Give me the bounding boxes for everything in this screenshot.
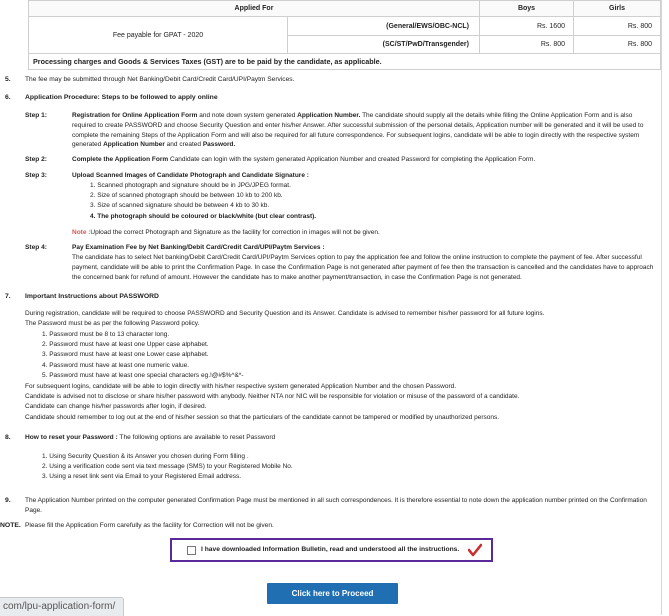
list-item: 2. Using a verification code sent via text message (SMS) to your Registered Mobile No. (42, 463, 293, 471)
step-4-text: The candidate has to select Net banking/Debit Card/Credit Card/UPI/Paytm Services option to pay the application fee and follow the online instruction to complete the payment of fee. After successful payment, candidate will be able to print the Confirmation Page. In case the Confirmation Page is not generated after payment of fee then the transaction is cancelled and the candidates have to approach the concerned bank for refund of amount. However the candidate has to make another payment/transaction, in case the Confirmation Page is not generated. (72, 254, 654, 281)
section-6-number: 6. (5, 94, 11, 101)
note-text: Please fill the Application Form carefully as the facility for Correction will not be given. (25, 522, 274, 529)
fee-table (28, 0, 661, 70)
list-item: 3. Password must have at least one Lower case alphabet. (42, 351, 209, 359)
step-1-label: Step 1: (25, 112, 47, 119)
check-mark-icon (468, 543, 482, 557)
fee-general-boys: Rs. 1600 (480, 17, 574, 36)
step-3-note: Note :Upload the correct Photograph and Signature as the facility for correction in images will not be given. (72, 229, 380, 236)
password-intro: During registration, candidate will be required to choose PASSWORD and Security Question and its Answer. Candidate is advised to remember his/her password for all future logins. (25, 310, 545, 317)
header-applied-for: Applied For (29, 1, 480, 17)
password-after: For subsequent logins, candidate will be able to login directly with his/her respective system generated Application Number and the chosen Password. Candidate is advised not to disclose or share his/her password with anybody. Neither NTA nor NIC will be responsible for violation or misuse of the password of a candidate. Candidate can change his/her passwords after login, if desired. Candidate should remember to log out at the end of his/her session so that the particulars of the candidate cannot be tampered or modified by unauthorized persons. (25, 383, 520, 421)
section-6-title: Application Procedure: Steps to be followed to apply online (25, 94, 218, 101)
list-item: 2. Size of scanned photograph should be between 10 kb to 200 kb. (90, 192, 283, 200)
step-2-label: Step 2: (25, 156, 47, 163)
url-tooltip: com/lpu-application-form/ (0, 597, 124, 616)
list-item: 1. Scanned photograph and signature should be in JPG/JPEG format. (90, 182, 291, 189)
fee-sc-st-girls: Rs. 800 (574, 36, 661, 54)
list-item: 3. Size of scanned signature should be between 4 kb to 30 kb. (90, 202, 270, 210)
category-general: (General/EWS/OBC-NCL) (288, 17, 480, 36)
section-9-number: 9. (5, 497, 11, 504)
note-label: Note : (72, 229, 91, 236)
section-8-number: 8. (5, 434, 11, 441)
step-1-title: Registration for Online Application Form (72, 112, 198, 119)
list-item: 1. Password must be 8 to 13 character long. (42, 331, 170, 338)
declaration-text: I have downloaded Information Bulletin, read and understood all the instructions. (201, 546, 460, 553)
category-sc-st: (SC/ST/PwD/Transgender) (288, 36, 480, 54)
header-girls: Girls (574, 1, 661, 17)
note-heading: NOTE. (0, 522, 21, 529)
step-3-label: Step 3: (25, 172, 47, 179)
step-4-title: Pay Examination Fee by Net Banking/Debit Card/Credit Card/UPI/Paytm Services : (72, 244, 325, 251)
section-7-title: Important Instructions about PASSWORD (25, 293, 159, 300)
fee-sc-st-boys: Rs. 800 (480, 36, 574, 54)
list-item: 5. Password must have at least one special characters eg.!@#$%^&*- (42, 371, 244, 379)
header-boys: Boys (480, 1, 574, 17)
reset-options (42, 452, 293, 483)
declaration-box (170, 538, 493, 562)
section-7-number: 7. (5, 293, 11, 300)
step-3-title: Upload Scanned Images of Candidate Photograph and Candidate Signature : (72, 172, 309, 179)
fee-general-girls: Rs. 800 (574, 17, 661, 36)
step-3-list (90, 181, 316, 222)
list-item: 2. Password must have at least one Upper case alphabet. (42, 341, 209, 349)
list-item: 4. The photograph should be coloured or black/white (but clear contrast). (90, 212, 317, 220)
list-item: 1. Using Security Question & its Answer you chosen during Form filling . (42, 453, 249, 460)
step-2-text: Complete the Application Form Candidate can login with the system generated Application Number and created Password for completing the Application Form. (72, 156, 536, 163)
proceed-button[interactable]: Click here to Proceed (267, 583, 398, 604)
section-8-title: How to reset your Password : (25, 434, 118, 441)
gst-note: Processing charges and Goods & Services Taxes (GST) are to be paid by the candidate, as applicable. (29, 54, 661, 70)
section-9-text: The Application Number printed on the computer generated Confirmation Page must be mentioned in all such correspondences. It is therefore essential to note down the application number printed on the Confirmation Page. (25, 497, 647, 515)
step-4-label: Step 4: (25, 244, 47, 251)
page-border (661, 0, 662, 615)
section-5-text: The fee may be submitted through Net Banking/Debit Card/Credit Card/UPI/Paytm Services. (25, 76, 295, 83)
step-2-title: Complete the Application Form (72, 156, 169, 163)
password-rule-intro: The Password must be as per the following Password policy. (25, 320, 200, 327)
fee-label: Fee payable for GPAT - 2020 (29, 17, 288, 54)
section-5-number: 5. (5, 76, 11, 83)
password-rules (42, 330, 244, 381)
section-8-heading: How to reset your Password : The following options are available to reset Password (25, 434, 276, 441)
declaration-checkbox[interactable] (187, 546, 196, 555)
list-item: 3. Using a reset link sent via Email to your Registered Email address. (42, 473, 242, 481)
step-1-text: Registration for Online Application Form and note down system generated Application Number. The candidate should supply all the details while filling the Online Application Form and is also required to create PASSWORD and choose Security Question and enter his/her Answer. After successful submission of the personal details, Application number will be generated and it will be used to complete the remaining Steps of the Application Form and will also be required for all future correspondence. For subsequent logins, candidate will be able to login directly with the respective system generated Application Number and created Password. (72, 112, 644, 149)
list-item: 4. Password must have at least one numeric value. (42, 361, 190, 369)
